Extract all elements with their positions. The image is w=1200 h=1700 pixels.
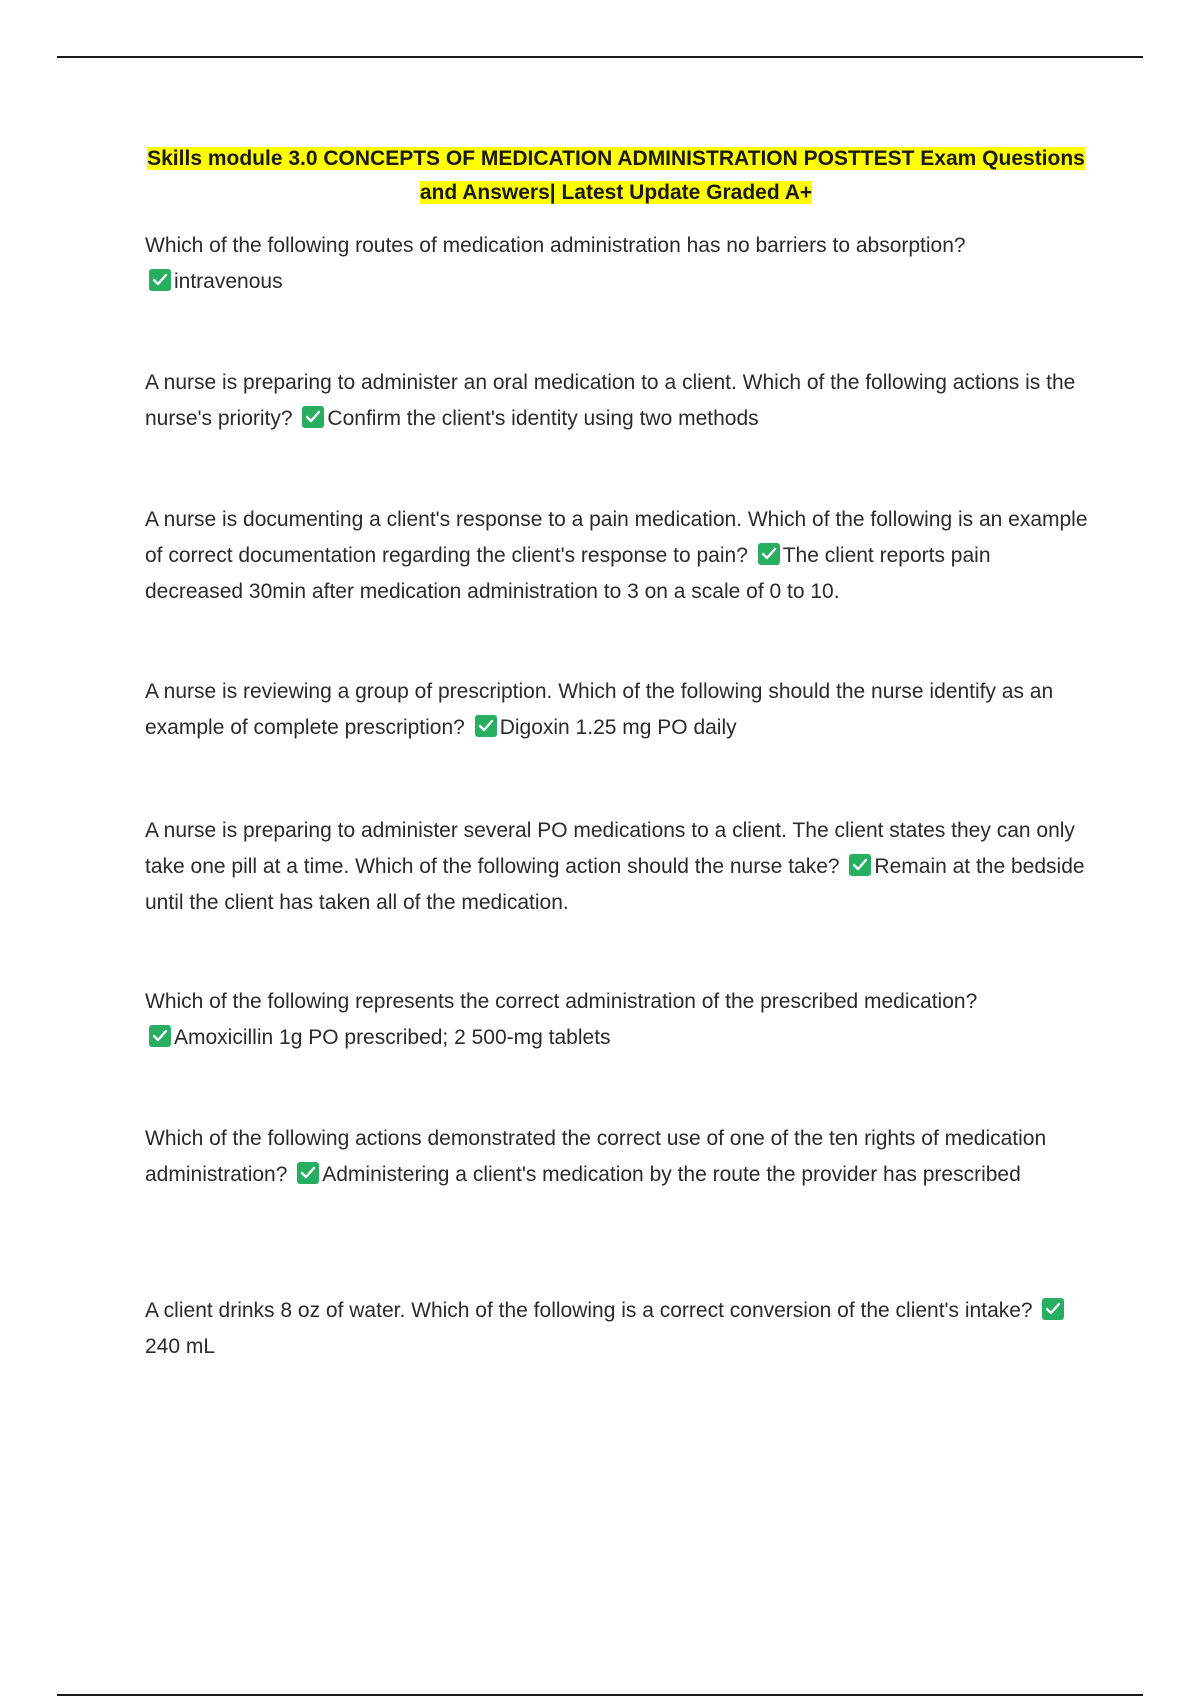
check-mark-icon [302, 406, 324, 428]
qa-item-7 [145, 1121, 1090, 1193]
check-mark-icon [758, 543, 780, 565]
check-mark-icon [149, 269, 171, 291]
top-divider [57, 56, 1143, 58]
check-mark-icon [297, 1162, 319, 1184]
question-text: A nurse is documenting a client's response to a pain medication. Which of the following is an example of correct documentation regarding the client's response to pain? [145, 508, 1088, 567]
qa-item-6 [145, 984, 1090, 1056]
check-mark-icon [149, 1025, 171, 1047]
answer-text: Amoxicillin 1g PO prescribed; 2 500-mg tablets [174, 1026, 611, 1049]
answer-text: The client reports pain decreased 30min after medication administration to 3 on a scale of 0 to 10. [145, 544, 991, 603]
qa-item-5 [145, 813, 1090, 921]
qa-item-8 [145, 1293, 1090, 1365]
question-text: Which of the following represents the correct administration of the prescribed medication? [145, 990, 978, 1013]
question-text: A nurse is preparing to administer several PO medications to a client. The client states they can only take one pill at a time. Which of the following action should the nurse take? [145, 819, 1075, 878]
qa-item-4 [145, 674, 1090, 746]
answer-text: intravenous [174, 270, 283, 293]
answer-text: 240 mL [145, 1335, 216, 1358]
question-text: Which of the following actions demonstrated the correct use of one of the ten rights of medication administration? [145, 1127, 1047, 1186]
title-line-1: Skills module 3.0 CONCEPTS OF MEDICATION ADMINISTRATION POSTTEST Exam Questions [147, 147, 1085, 170]
question-text: A nurse is preparing to administer an oral medication to a client. Which of the following actions is the nurse's priority? [145, 371, 1076, 430]
qa-item-1 [145, 228, 1090, 300]
answer-text: Remain at the bedside until the client has taken all of the medication. [145, 855, 1085, 914]
answer-text: Administering a client's medication by the route the provider has prescribed [322, 1163, 1021, 1186]
qa-item-2 [145, 365, 1090, 437]
answer-text: Digoxin 1.25 mg PO daily [499, 716, 737, 739]
title-line-2: and Answers| Latest Update Graded A+ [419, 181, 813, 204]
answer-text: Confirm the client's identity using two methods [327, 407, 759, 430]
check-mark-icon [1042, 1298, 1064, 1320]
question-text: A client drinks 8 oz of water. Which of the following is a correct conversion of the client's intake? [145, 1299, 1033, 1322]
question-text: A nurse is reviewing a group of prescription. Which of the following should the nurse identify as an example of complete prescription? [145, 680, 1054, 739]
qa-item-3 [145, 502, 1090, 610]
question-text: Which of the following routes of medication administration has no barriers to absorption? [145, 234, 966, 257]
bottom-divider [57, 1694, 1143, 1696]
document-title [145, 142, 1087, 210]
check-mark-icon [849, 854, 871, 876]
check-mark-icon [475, 715, 497, 737]
